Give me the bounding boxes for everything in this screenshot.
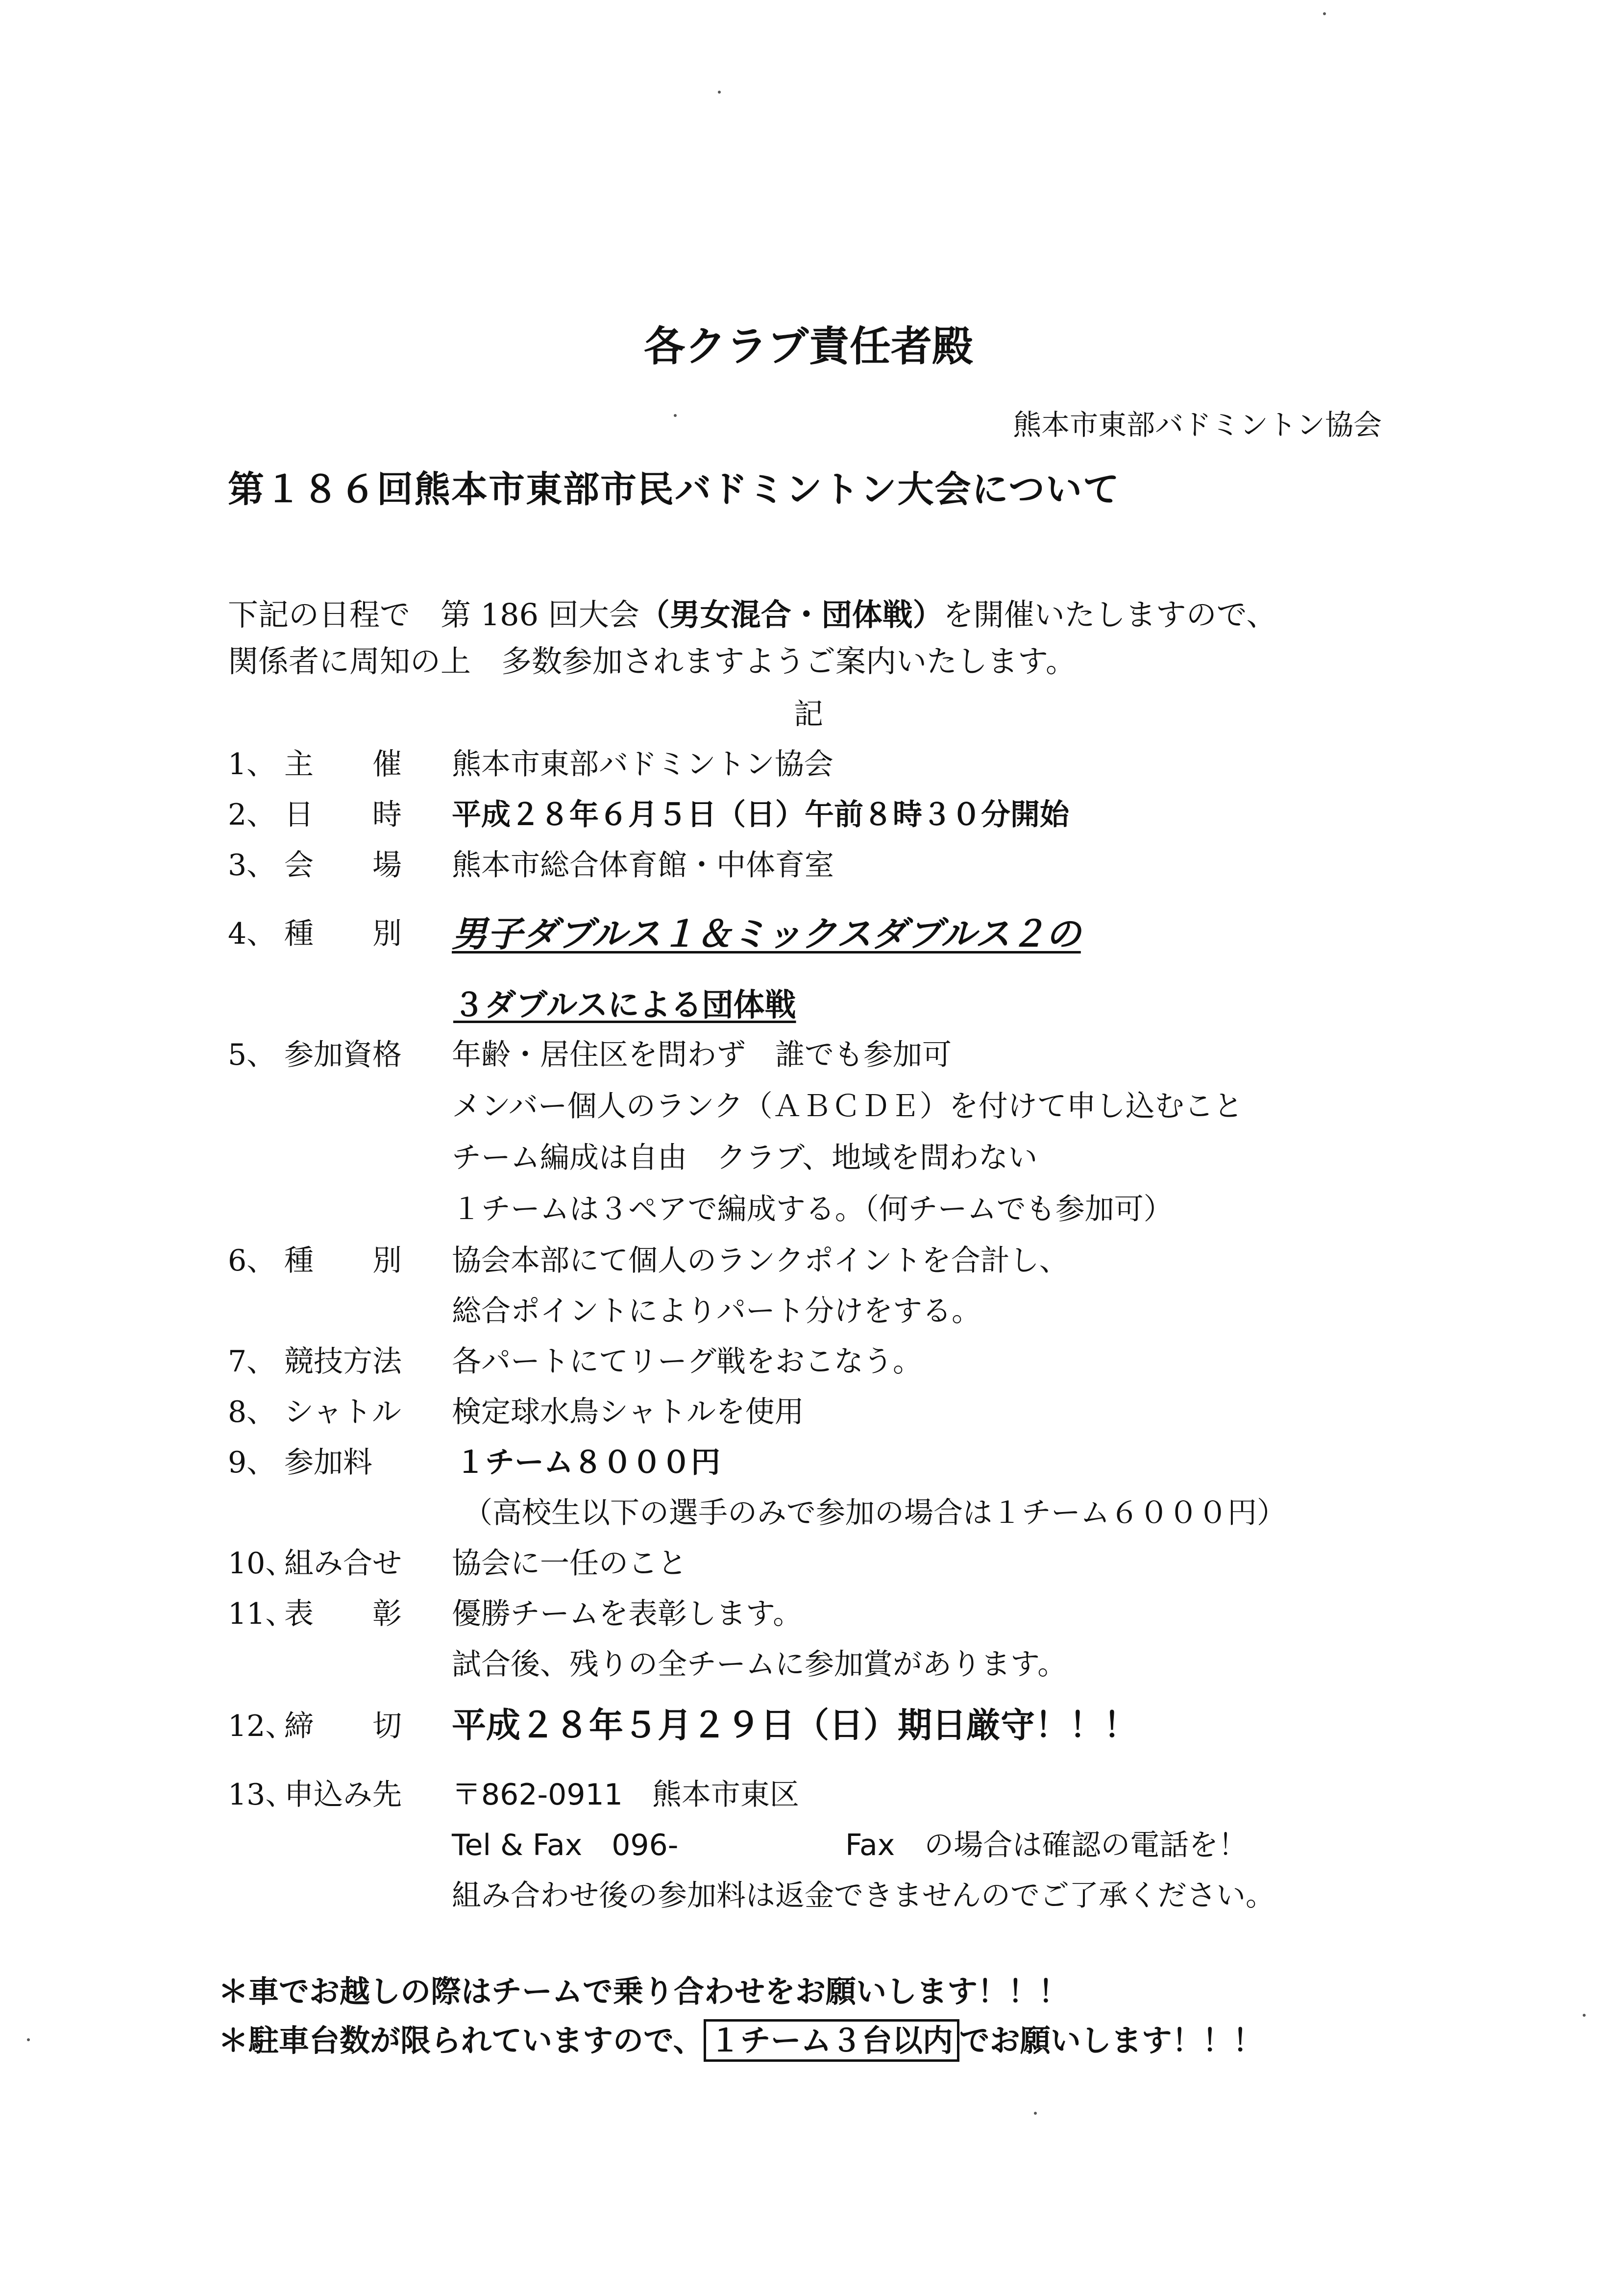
item-4 <box>228 910 446 954</box>
note-line-2-a: ＊駐車台数が限られていますので、 <box>218 2023 704 2058</box>
item-2 <box>228 791 446 835</box>
item-label: 申込み先 <box>284 1778 402 1812</box>
item-11-value: 優勝チームを表彰します。 <box>452 1597 803 1631</box>
item-5-value-4: １チームは３ペアで編成する。（何チームでも参加可） <box>452 1192 1173 1226</box>
item-8 <box>228 1389 446 1433</box>
document-heading: 第１８６回熊本市東部市民バドミントン大会について <box>228 468 1121 511</box>
item-number: 7、 <box>228 1344 276 1379</box>
item-5-value: 年齢・居住区を問わず 誰でも参加可 <box>452 1038 952 1072</box>
item-5-value-2: メンバー個人のランク（ＡＢＣＤＥ）を付けて申し込むこと <box>452 1089 1243 1124</box>
intro-line-2: 関係者に周知の上 多数参加されますようご案内いたします。 <box>228 643 1077 679</box>
item-1-value: 熊本市東部バドミントン協会 <box>452 747 833 782</box>
parking-limit-box: １チーム３台以内 <box>704 2019 959 2062</box>
item-4-value-2: ３ダブルスによる団体戦 <box>453 987 796 1024</box>
item-2-value: 平成２８年６月５日（日）午前８時３０分開始 <box>452 798 1069 832</box>
item-number: 12、 <box>228 1709 295 1743</box>
item-number: 10、 <box>228 1546 295 1581</box>
item-5 <box>228 1031 446 1075</box>
organizer-name: 熊本市東部バドミントン協会 <box>1013 408 1382 441</box>
item-6-value-2: 総合ポイントによりパート分けをする。 <box>452 1294 981 1328</box>
item-label: 日 時 <box>284 798 402 832</box>
item-12 <box>228 1703 446 1747</box>
item-5-value-3: チーム編成は自由 クラブ、地域を問わない <box>452 1141 1038 1175</box>
item-10 <box>228 1540 446 1584</box>
item-1 <box>228 741 446 785</box>
scan-speck <box>718 91 721 94</box>
note-line-2-b: でお願いします！！！ <box>959 2023 1263 2058</box>
item-label: 会 場 <box>284 848 402 882</box>
item-label: 種 別 <box>284 917 402 951</box>
item-label: 表 彰 <box>284 1597 402 1631</box>
item-13-value-3: 組み合わせ後の参加料は返金できませんのでご了承ください。 <box>452 1879 1275 1913</box>
item-4-value: 男子ダブルス１＆ミックスダブルス２の <box>452 913 1081 954</box>
item-label: 競技方法 <box>284 1344 402 1379</box>
item-8-value: 検定球水鳥シャトルを使用 <box>452 1395 804 1429</box>
item-7 <box>228 1338 446 1382</box>
item-number: 9、 <box>228 1445 276 1480</box>
item-number: 3、 <box>228 848 276 882</box>
item-13-value: 〒862-0911 熊本市東区 <box>452 1778 799 1812</box>
scan-speck <box>1583 2014 1586 2017</box>
intro-text-c: を開催いたしますので、 <box>943 597 1277 633</box>
item-label: 参加資格 <box>284 1038 402 1072</box>
item-number: 5、 <box>228 1038 276 1072</box>
item-12-value: 平成２８年５月２９日（日）期日厳守！！！ <box>452 1705 1138 1745</box>
item-9-value: １チーム８０００円 <box>456 1445 720 1480</box>
item-number: 11、 <box>228 1597 295 1631</box>
item-13-value-2b: Fax の場合は確認の電話を！ <box>845 1828 1248 1862</box>
scan-speck <box>674 414 677 417</box>
ki-marker: 記 <box>794 697 823 732</box>
item-number: 2、 <box>228 798 276 832</box>
item-11-value-2: 試合後、残りの全チームに参加賞があります。 <box>452 1647 1067 1682</box>
note-line-2 <box>218 2016 1263 2060</box>
item-number: 8、 <box>228 1395 276 1429</box>
item-label: 参加料 <box>284 1445 372 1480</box>
item-13-value-2a: Tel & Fax 096- <box>452 1828 679 1862</box>
item-9 <box>228 1439 446 1483</box>
note-line-1: ＊車でお越しの際はチームで乗り合わせをお願いします！！！ <box>218 1974 1069 2009</box>
item-number: 13、 <box>228 1778 295 1812</box>
item-number: 1、 <box>228 747 276 782</box>
scan-speck <box>1034 2112 1037 2115</box>
scan-speck <box>27 2038 30 2041</box>
item-label: シャトル <box>284 1395 401 1429</box>
intro-line-1 <box>228 590 1277 634</box>
item-label: 締 切 <box>284 1709 402 1743</box>
intro-text-a: 下記の日程で 第 186 回大会 <box>228 597 639 633</box>
item-number: 6、 <box>228 1244 276 1278</box>
scan-speck <box>1323 12 1326 15</box>
item-label: 主 催 <box>284 747 402 782</box>
item-11 <box>228 1590 446 1635</box>
item-6 <box>228 1237 446 1281</box>
item-3 <box>228 842 446 886</box>
item-3-value: 熊本市総合体育館・中体育室 <box>452 848 834 882</box>
item-label: 種 別 <box>284 1244 402 1278</box>
item-10-value: 協会に一任のこと <box>452 1546 687 1581</box>
item-label: 組み合せ <box>284 1546 402 1581</box>
item-13 <box>228 1771 446 1815</box>
page-title: 各クラブ責任者殿 <box>643 322 973 370</box>
item-number: 4、 <box>228 917 276 951</box>
item-9-value-2: （高校生以下の選手のみで参加の場合は１チーム６０００円） <box>463 1496 1286 1530</box>
item-6-value: 協会本部にて個人のランクポイントを合計し、 <box>452 1244 1069 1278</box>
intro-text-bold: （男女混合・団体戦） <box>639 597 943 633</box>
item-7-value: 各パートにてリーグ戦をおこなう。 <box>452 1344 922 1379</box>
